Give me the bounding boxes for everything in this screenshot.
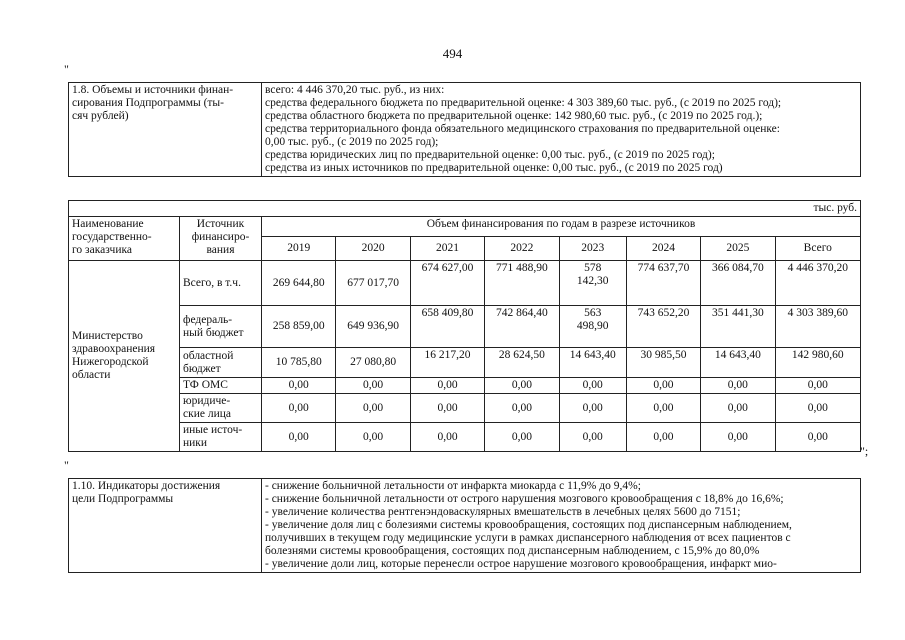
value-cell: 14 643,40 [701, 348, 775, 378]
value-cell: 742 864,40 [485, 306, 559, 348]
header-line: вания [206, 244, 235, 256]
source-line: ники [183, 437, 208, 449]
value-cell: 0,00 [626, 378, 700, 394]
source-cell [180, 348, 262, 378]
close-quote-1: "; [860, 444, 869, 458]
content-line: - снижение больничной летальности от инфаркта миокарда с 11,9% до 9,4%; [265, 480, 641, 492]
value-cell: 0,00 [262, 378, 336, 394]
value-cell: 743 652,20 [626, 306, 700, 348]
source-line: ские лица [183, 408, 231, 420]
col-source-header [180, 217, 262, 261]
value-cell: 0,00 [701, 394, 775, 423]
content-line: средства федерального бюджета по предварительной оценке: 4 303 389,60 тыс. руб., (с 2019 по 2025 год); [265, 97, 782, 109]
value-cell: 0,00 [410, 378, 484, 394]
customer-cell [69, 261, 180, 452]
header-line: Источник [196, 218, 245, 230]
value-part: 498,90 [576, 320, 609, 332]
customer-line: области [72, 369, 111, 381]
source-cell [180, 378, 262, 394]
header-line: государственно- [72, 231, 152, 243]
value-cell: 0,00 [775, 378, 860, 394]
value-cell: 0,00 [626, 423, 700, 452]
value-cell: 4 446 370,20 [775, 261, 860, 306]
label-line: сяч рублей) [72, 110, 129, 122]
year-header: 2023 [559, 237, 626, 261]
value-cell: 677 017,70 [336, 261, 410, 306]
source-line: ТФ ОМС [183, 379, 228, 391]
source-cell [180, 306, 262, 348]
content-line: - снижение больничной летальности от острого нарушения мозгового кровообращения с 18,8% до 16,6%; [265, 493, 784, 505]
value-cell: 0,00 [336, 423, 410, 452]
value-cell [559, 261, 626, 306]
value-cell: 4 303 389,60 [775, 306, 860, 348]
content-line: 0,00 тыс. руб., (с 2019 по 2025 год); [265, 136, 439, 148]
value-cell: 0,00 [262, 394, 336, 423]
value-cell: 0,00 [775, 423, 860, 452]
value-cell: 142 980,60 [775, 348, 860, 378]
value-part: 563 [584, 307, 602, 319]
value-cell: 14 643,40 [559, 348, 626, 378]
content-line: - увеличение доля лиц с болезиями системы кровообращения, состоящих под диспансерным наблюдением, [265, 519, 792, 531]
section-1-8-content [262, 83, 861, 177]
header-line: финансиро- [191, 231, 250, 243]
content-line: средства юридических лиц по предварительной оценке: 0,00 тыс. руб., (с 2019 по 2025 год); [265, 149, 715, 161]
content-line: средства из иных источников по предварительной оценке: 0,00 тыс. руб., (с 2019 по 2025 год) [265, 162, 723, 174]
value-cell: 0,00 [485, 423, 559, 452]
open-quote-1: " [64, 62, 69, 76]
header-line: Наименование [72, 218, 144, 230]
label-line: 1.8. Объемы и источники финан- [72, 84, 234, 96]
unit-label: тыс. руб. [69, 201, 861, 217]
customer-line: Нижегородской [72, 356, 149, 368]
content-line: средства территориального фонда обязательного медицинского страхования по предварительной оценке: [265, 123, 780, 135]
value-part: 578 [584, 262, 602, 274]
customer-line: Министерство [72, 330, 143, 342]
value-cell: 674 627,00 [410, 261, 484, 306]
section-1-10-content [262, 479, 861, 573]
value-cell: 0,00 [336, 394, 410, 423]
label-line: сирования Подпрограммы (ты- [72, 97, 224, 109]
value-cell: 0,00 [485, 394, 559, 423]
content-line: - увеличение количества рентгенэндоваскулярных вмешательств в лечебных целях 5600 до 7151; [265, 506, 741, 518]
value-cell: 30 985,50 [626, 348, 700, 378]
source-line: юридиче- [183, 395, 231, 407]
label-line: 1.10. Индикаторы достижения [72, 480, 221, 492]
year-header: 2020 [336, 237, 410, 261]
value-cell: 366 084,70 [701, 261, 775, 306]
content-line: болезнями системы кровообращения, состоящих под диспансерным наблюдением, с 15,9% до 80,0% [265, 545, 760, 557]
header-line: го заказчика [72, 244, 132, 256]
year-header: 2024 [626, 237, 700, 261]
value-cell: 10 785,80 [262, 348, 336, 378]
value-cell: 771 488,90 [485, 261, 559, 306]
value-cell: 0,00 [701, 378, 775, 394]
content-line: средства областного бюджета по предварительной оценке: 142 980,60 тыс. руб., (с 2019 по 2025 год.); [265, 110, 763, 122]
value-cell: 16 217,20 [410, 348, 484, 378]
value-cell: 0,00 [559, 394, 626, 423]
year-header: Всего [775, 237, 860, 261]
value-cell: 0,00 [262, 423, 336, 452]
value-part: 142,30 [576, 275, 609, 287]
source-line: иные источ- [183, 424, 243, 436]
section-1-8-table [68, 82, 861, 177]
value-cell: 774 637,70 [626, 261, 700, 306]
content-line: получивших в текущем году медицинские услуги в рамках диспансерного наблюдения от всех пациентов с [265, 532, 791, 544]
source-cell [180, 394, 262, 423]
customer-line: здравоохранения [72, 343, 156, 355]
value-cell: 27 080,80 [336, 348, 410, 378]
year-header: 2025 [701, 237, 775, 261]
source-line: Всего, в т.ч. [183, 276, 241, 289]
open-quote-2: " [64, 458, 69, 472]
source-cell [180, 423, 262, 452]
value-cell: 258 859,00 [262, 306, 336, 348]
value-cell: 0,00 [410, 394, 484, 423]
section-1-10-label [69, 479, 262, 573]
content-line: - увеличение доли лиц, которые перенесли острое нарушение мозгового кровообращения, инфаркт мио- [265, 558, 777, 570]
value-cell [559, 306, 626, 348]
source-line: федераль- [183, 313, 233, 326]
source-cell [180, 261, 262, 306]
col-group-header: Объем финансирования по годам в разрезе источников [262, 217, 861, 237]
col-customer-header [69, 217, 180, 261]
source-line: бюджет [183, 362, 221, 375]
value-cell: 351 441,30 [701, 306, 775, 348]
page-number: 494 [442, 46, 463, 61]
value-cell: 269 644,80 [262, 261, 336, 306]
value-cell: 0,00 [626, 394, 700, 423]
value-cell: 0,00 [775, 394, 860, 423]
label-line: цели Подпрограммы [72, 493, 174, 505]
value-cell: 0,00 [559, 423, 626, 452]
section-1-10-table [68, 478, 861, 573]
value-cell: 649 936,90 [336, 306, 410, 348]
value-cell: 0,00 [410, 423, 484, 452]
value-cell: 0,00 [559, 378, 626, 394]
source-line: областной [183, 349, 234, 362]
value-cell: 658 409,80 [410, 306, 484, 348]
content-line: всего: 4 446 370,20 тыс. руб., из них: [265, 84, 445, 96]
finance-table [68, 200, 861, 452]
year-header: 2022 [485, 237, 559, 261]
value-cell: 0,00 [485, 378, 559, 394]
source-line: ный бюджет [183, 326, 244, 339]
value-cell: 0,00 [701, 423, 775, 452]
value-cell: 0,00 [336, 378, 410, 394]
section-1-8-label [69, 83, 262, 177]
value-cell: 28 624,50 [485, 348, 559, 378]
year-header: 2021 [410, 237, 484, 261]
year-header: 2019 [262, 237, 336, 261]
